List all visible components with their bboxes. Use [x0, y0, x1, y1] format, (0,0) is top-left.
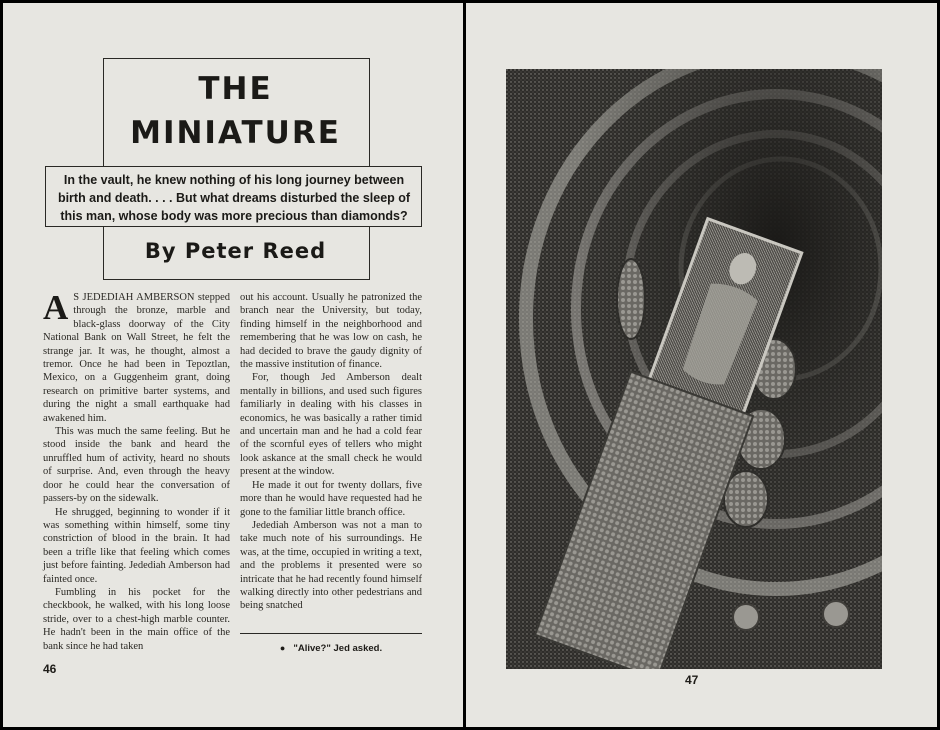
paragraph: This was much the same feeling. But he stood inside the bank and heard the unruffled hum of activity, heard no shouts of surprise. And, even through the heavy door he could hear the conversation of passers-by on the sidewalk. — [43, 426, 230, 505]
byline: By Peter Reed — [144, 239, 327, 263]
illustration-art — [506, 69, 882, 669]
vault-illustration — [506, 69, 882, 669]
text-column-2 — [240, 291, 422, 613]
opening-paragraph — [43, 288, 230, 425]
caption-rule — [240, 633, 422, 634]
story-deck: In the vault, he knew nothing of his long journey between birth and death. . . . But what dreams disturbed the sleep of this man, whose body was more precious than diamonds? — [57, 173, 411, 223]
story-title-line-2: MINIATURE — [130, 115, 341, 151]
drop-cap: A — [43, 288, 69, 327]
paragraph: He shrugged, beginning to wonder if it was something within himself, some tiny constriction of blood in the brain. It had been a trifle like that feeling which comes just before fainting. Jedediah Amberson had fainted once. — [43, 506, 230, 585]
page-number-left: 46 — [43, 662, 57, 676]
caption-text: "Alive?" Jed asked. — [293, 643, 383, 654]
story-title-line-1: THE — [198, 71, 273, 107]
left-page — [3, 3, 463, 727]
bullet-icon: ● — [279, 643, 286, 653]
paragraph: out his account. Usually he patronized the branch near the University, but today, finding himself in the neighborhood and remembering that he was low on cash, he had decided to brave the gaudy dignity of the massive institution of finance. — [240, 292, 422, 371]
paragraph: Fumbling in his pocket for the checkbook, he walked, with his long loose stride, over to a chest-high marble counter. He hadn't been in the main office of the bank since he had taken — [43, 586, 230, 652]
paragraph: He made it out for twenty dollars, five more than he would have requested had he gone to the familiar little branch office. — [240, 479, 422, 518]
paragraph-text: S JEDEDIAH AMBERSON stepped through the bronze, marble and black-glass doorway of the City National Bank on Wall Street, he felt the strange jar. It was, he thought, almost a tremor. Once he had been in Tepoztlan, Mexico, on a Guggenheim grant, doing research on primitive barter systems, and during the night a small earthquake had awakened him. — [43, 292, 230, 424]
page-number-right: 47 — [685, 673, 699, 687]
paragraph: Jedediah Amberson was not a man to take much note of his surroundings. He was, at the time, occupied in writing a text, and the problems it presented were so intricate that he had recently found himself walking directly into other pedestrians and being snatched — [240, 519, 422, 612]
paragraph: For, though Jed Amberson dealt mentally in billions, and used such figures familiarly in dealing with his classes in economics, he was basically a rather timid and uncertain man and he had a cold fear of the scornful eyes of tellers who might look askance at the small check he would present at the window. — [240, 372, 422, 478]
right-page — [466, 3, 937, 727]
illustration-caption — [240, 643, 422, 654]
text-column-1 — [43, 288, 230, 653]
